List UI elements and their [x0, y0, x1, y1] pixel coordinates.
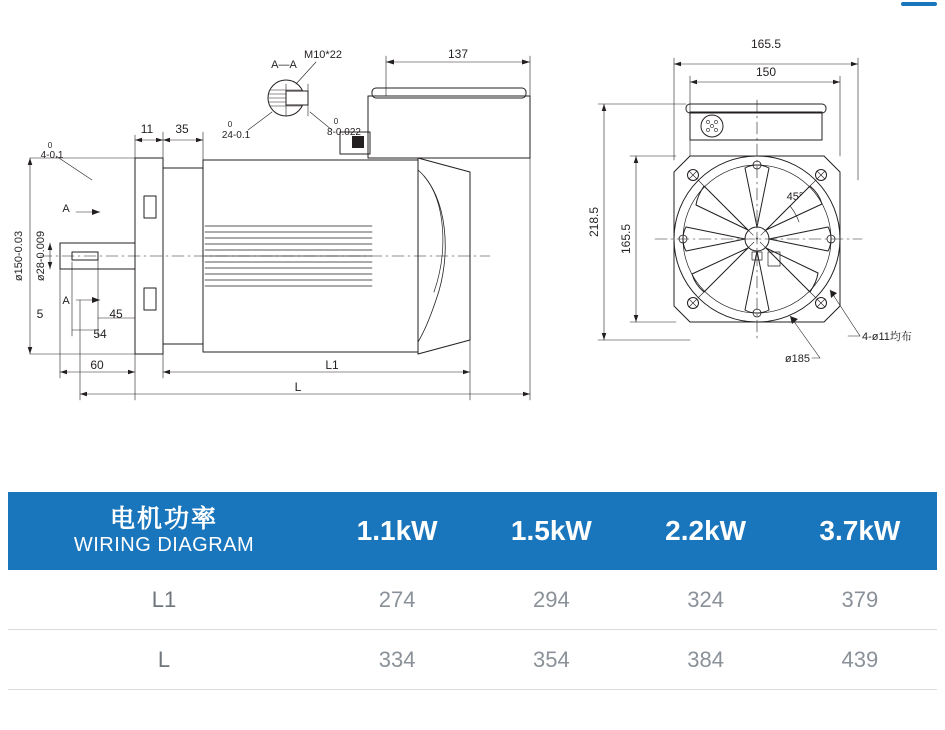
cell-l-1: 334 — [320, 630, 474, 690]
section-label-aa: A—A — [271, 59, 297, 71]
dim-label-tol-zero-3: 0 — [47, 141, 53, 150]
cell-l-2: 354 — [474, 630, 628, 690]
rear-bell-curve-2 — [424, 176, 443, 292]
cell-l-3: 384 — [629, 630, 783, 690]
section-aa-key — [286, 91, 308, 105]
dim-label-shaft-d28: ø28-0.009 — [35, 230, 47, 282]
header-power-1-label: 1.1kW — [356, 515, 438, 546]
dim-label-137: 137 — [447, 47, 469, 61]
dim-label-key-width: 8-0.022 — [327, 127, 361, 138]
table-row — [8, 630, 937, 690]
terminal-box — [368, 96, 530, 158]
header-title-en: WIRING DIAGRAM — [73, 534, 255, 557]
dim-label-60: 60 — [90, 358, 104, 372]
dim-137 — [386, 56, 530, 96]
spec-table-head — [8, 492, 937, 570]
cell-l-4: 439 — [783, 630, 937, 690]
spec-table-body — [8, 570, 937, 690]
dim-label-L: L — [294, 380, 302, 394]
header-power-2 — [474, 492, 628, 570]
row-label-l1: L1 — [8, 570, 320, 630]
cell-l1-1: 274 — [320, 570, 474, 630]
dim-label-165-5-left: 165.5 — [619, 223, 633, 255]
header-power-1 — [320, 492, 474, 570]
leaders-left — [56, 62, 332, 180]
dim-label-tol-zero-1: 0 — [333, 117, 339, 126]
front-connector — [701, 115, 723, 137]
dim-label-45-deg: 45° — [786, 191, 804, 203]
flange-notch-upper — [144, 196, 156, 218]
power-spec-table — [8, 492, 937, 690]
header-power-2-label: 1.5kW — [510, 515, 592, 546]
note-4-holes: 4-ø11均布 — [862, 331, 912, 343]
header-title-cn: 电机功率 — [109, 504, 218, 533]
front-dims — [598, 58, 860, 358]
dim-label-218-5: 218.5 — [587, 206, 601, 238]
dim-bottom — [60, 158, 530, 400]
dim-11-35 — [135, 132, 203, 168]
dim-label-11: 11 — [140, 122, 154, 136]
table-row — [8, 570, 937, 630]
dim-label-165-5-top: 165.5 — [750, 37, 782, 51]
row-label-l: L — [8, 630, 320, 690]
spec-table — [8, 492, 937, 690]
flange-notch-lower — [144, 288, 156, 310]
dim-label-L1: L1 — [325, 358, 339, 372]
front-connector-pins — [706, 120, 717, 131]
dim-label-tol-zero-2: 0 — [227, 120, 233, 129]
dim-label-shaft-d150: ø150-0.03 — [13, 230, 25, 282]
header-power-3-label: 2.2kW — [665, 515, 747, 546]
cell-l1-2: 294 — [474, 570, 628, 630]
cell-l1-3: 324 — [629, 570, 783, 630]
dim-label-m10: M10*22 — [304, 49, 342, 61]
dim-label-key-depth: 24-0.1 — [221, 130, 251, 141]
dim-label-45: 45 — [109, 307, 123, 321]
header-power-3 — [629, 492, 783, 570]
dim-label-4-01: 4-0.1 — [40, 150, 64, 161]
section-label-a-lower: A — [62, 295, 70, 307]
dim-label-pcd-185: ø185 — [784, 353, 810, 365]
dim-label-5: 5 — [36, 307, 44, 321]
dim-label-150: 150 — [755, 65, 777, 79]
section-label-a-upper: A — [62, 203, 70, 215]
spec-table-header-row — [8, 492, 937, 570]
dim-label-54: 54 — [93, 327, 107, 341]
dim-label-35: 35 — [175, 122, 189, 136]
header-power-4-label: 3.7kW — [819, 515, 901, 546]
cell-l1-4: 379 — [783, 570, 937, 630]
header-power-4 — [783, 492, 937, 570]
header-title-cell — [8, 492, 320, 570]
front-terminal-box — [690, 112, 822, 140]
